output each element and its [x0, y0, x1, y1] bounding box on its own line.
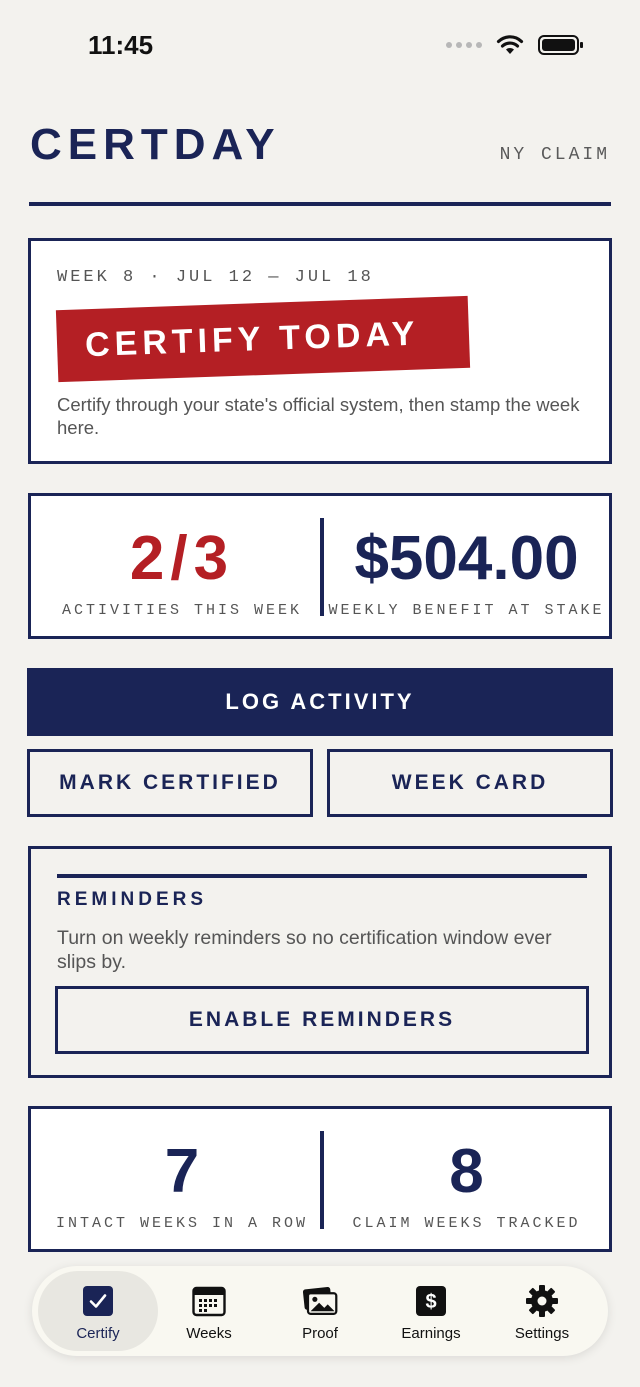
claim-weeks-stat	[324, 1109, 609, 1249]
intact-weeks-count: 7	[164, 1137, 200, 1206]
app-title: CERTDAY	[30, 120, 281, 169]
mark-certified-button[interactable]: MARK CERTIFIED	[27, 749, 313, 817]
header-divider	[29, 202, 611, 206]
tab-weeks[interactable]	[149, 1271, 269, 1351]
tab-settings[interactable]	[482, 1271, 602, 1351]
checkbox-icon	[80, 1283, 116, 1319]
status-time: 11:45	[88, 30, 154, 60]
activities-label: ACTIVITIES THIS WEEK	[61, 602, 303, 619]
tab-label: Settings	[514, 1325, 570, 1342]
weekly-benefit-amount: $504.00	[354, 524, 579, 593]
tab-label: Certify	[76, 1325, 120, 1342]
certify-today-label: CERTIFY TODAY	[84, 314, 421, 364]
status-bar	[0, 0, 640, 95]
gear-icon	[524, 1283, 560, 1319]
reminders-title: REMINDERS	[57, 889, 208, 910]
reminders-divider	[57, 874, 587, 878]
intact-weeks-stat	[51, 1109, 313, 1249]
dollar-icon	[413, 1283, 449, 1319]
week-card-button[interactable]: WEEK CARD	[327, 749, 613, 817]
log-activity-button[interactable]: LOG ACTIVITY	[27, 668, 613, 736]
enable-reminders-button[interactable]: ENABLE REMINDERS	[55, 986, 589, 1054]
tab-earnings[interactable]	[371, 1271, 491, 1351]
intact-weeks-label: INTACT WEEKS IN A ROW	[55, 1215, 309, 1232]
certify-today-stamp	[56, 296, 470, 382]
week-range: WEEK 8 · JUL 12 — JUL 18	[57, 268, 374, 287]
claim-weeks-label: CLAIM WEEKS TRACKED	[352, 1215, 581, 1232]
tab-bar	[32, 1266, 608, 1356]
tab-label: Proof	[302, 1325, 338, 1342]
battery-icon	[538, 34, 584, 56]
tab-label: Earnings	[401, 1325, 461, 1342]
reminders-card	[28, 846, 612, 1078]
status-icons	[446, 34, 584, 56]
reminders-description: Turn on weekly reminders so no certification window ever slips by.	[57, 927, 552, 973]
weekly-stats-card	[28, 493, 612, 639]
claim-label: NY CLAIM	[499, 145, 610, 165]
tab-label: Weeks	[186, 1325, 232, 1342]
activities-stat	[51, 496, 313, 636]
activities-count: 2/3	[129, 524, 235, 593]
benefit-stat	[324, 496, 609, 636]
tab-certify[interactable]	[38, 1271, 158, 1351]
weekly-benefit-label: WEEKLY BENEFIT AT STAKE	[328, 602, 605, 619]
wifi-icon	[496, 34, 524, 56]
streak-stats-card	[28, 1106, 612, 1252]
svg-text:$: $	[425, 1291, 437, 1313]
tab-proof[interactable]	[260, 1271, 380, 1351]
claim-weeks-count: 8	[449, 1137, 484, 1206]
calendar-icon	[191, 1283, 227, 1319]
cellular-signal-icon	[446, 42, 482, 48]
photos-icon	[302, 1283, 338, 1319]
current-week-card	[28, 238, 612, 464]
week-description: Certify through your state's official system, then stamp the week here.	[57, 394, 580, 438]
